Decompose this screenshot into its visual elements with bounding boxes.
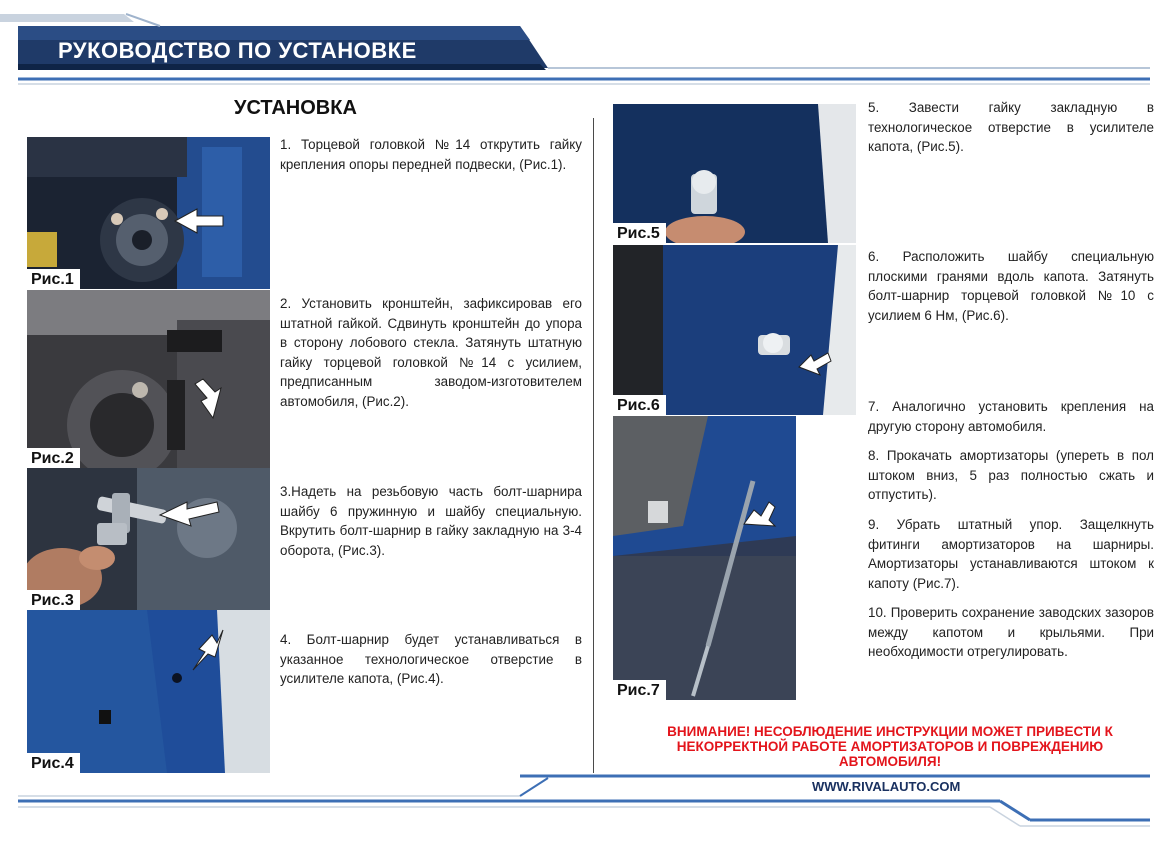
website-link[interactable]: WWW.RIVALAUTO.COM xyxy=(812,779,961,794)
step-2-text: 2. Установить кронштейн, зафиксировав его штатной гайкой. Сдвинуть кронштейн до упора в сторону лобового стекла. Затянуть штатную гайку торцевой головкой №14 с усилием, предписанным заводом-изготовителем автомобиля, (Рис.2). xyxy=(280,296,582,409)
figure-3-caption: Рис.3 xyxy=(27,590,80,610)
step-9-text: 9. Убрать штатный упор. Защелкнуть фитинги амортизаторов на шарниры. Амортизаторы устанавливаются штоком к капоту (Рис.7). xyxy=(868,517,1154,591)
footer-banner xyxy=(0,770,1172,844)
step-8-text: 8. Прокачать амортизаторы (упереть в пол штоком вниз, 5 раз полностью сжать и отпустить). xyxy=(868,448,1154,502)
figure-2-photo xyxy=(27,290,270,468)
figure-6-caption: Рис.6 xyxy=(613,395,666,415)
step-4-text: 4. Болт-шарнир будет устанавливаться в указанное технологическое отверстие в усилителе капота, (Рис.4). xyxy=(280,632,582,686)
step-6-text: 6. Расположить шайбу специальную плоскими гранями вдоль капота. Затянуть болт-шарнир торцевой головкой №10 с усилием 6 Нм, (Рис.6). xyxy=(868,249,1154,323)
step-3-text: 3.Надеть на резьбовую часть болт-шарнира шайбу 6 пружинную и шайбу специальную. Вкрутить болт-шарнир в гайку закладную на 3-4 оборота, (Рис.3). xyxy=(280,484,582,558)
figure-7-caption: Рис.7 xyxy=(613,680,666,700)
figure-2-caption: Рис.2 xyxy=(27,448,80,468)
figure-4-photo xyxy=(27,610,270,773)
figure-7-photo xyxy=(613,416,796,700)
figure-4-caption: Рис.4 xyxy=(27,753,80,773)
figure-5-caption: Рис.5 xyxy=(613,223,666,243)
step-7-text: 7. Аналогично установить крепления на другую сторону автомобиля. xyxy=(868,399,1154,434)
figure-1-caption: Рис.1 xyxy=(27,269,80,289)
figure-5-photo xyxy=(613,104,856,243)
step-5-text: 5. Завести гайку закладную в технологическое отверстие в усилителе капота, (Рис.5). xyxy=(868,100,1154,154)
column-divider xyxy=(593,118,594,773)
figure-6-photo xyxy=(613,245,856,415)
figure-3-photo xyxy=(27,468,270,610)
step-10-text: 10. Проверить сохранение заводских зазоров между капотом и крыльями. При необходимости отрегулировать. xyxy=(868,605,1154,659)
section-title: УСТАНОВКА xyxy=(234,97,357,119)
page-title: РУКОВОДСТВО ПО УСТАНОВКЕ xyxy=(58,38,417,63)
step-1-text: 1. Торцевой головкой №14 открутить гайку крепления опоры передней подвески, (Рис.1). xyxy=(280,137,582,172)
figure-1-photo xyxy=(27,137,270,289)
warning-notice: ВНИМАНИЕ! НЕСОБЛЮДЕНИЕ ИНСТРУКЦИИ МОЖЕТ ПРИВЕСТИ К НЕКОРРЕКТНОЙ РАБОТЕ АМОРТИЗАТОРОВ И ПОВРЕЖДЕНИЮ АВТОМОБИЛЯ! xyxy=(667,724,1113,769)
